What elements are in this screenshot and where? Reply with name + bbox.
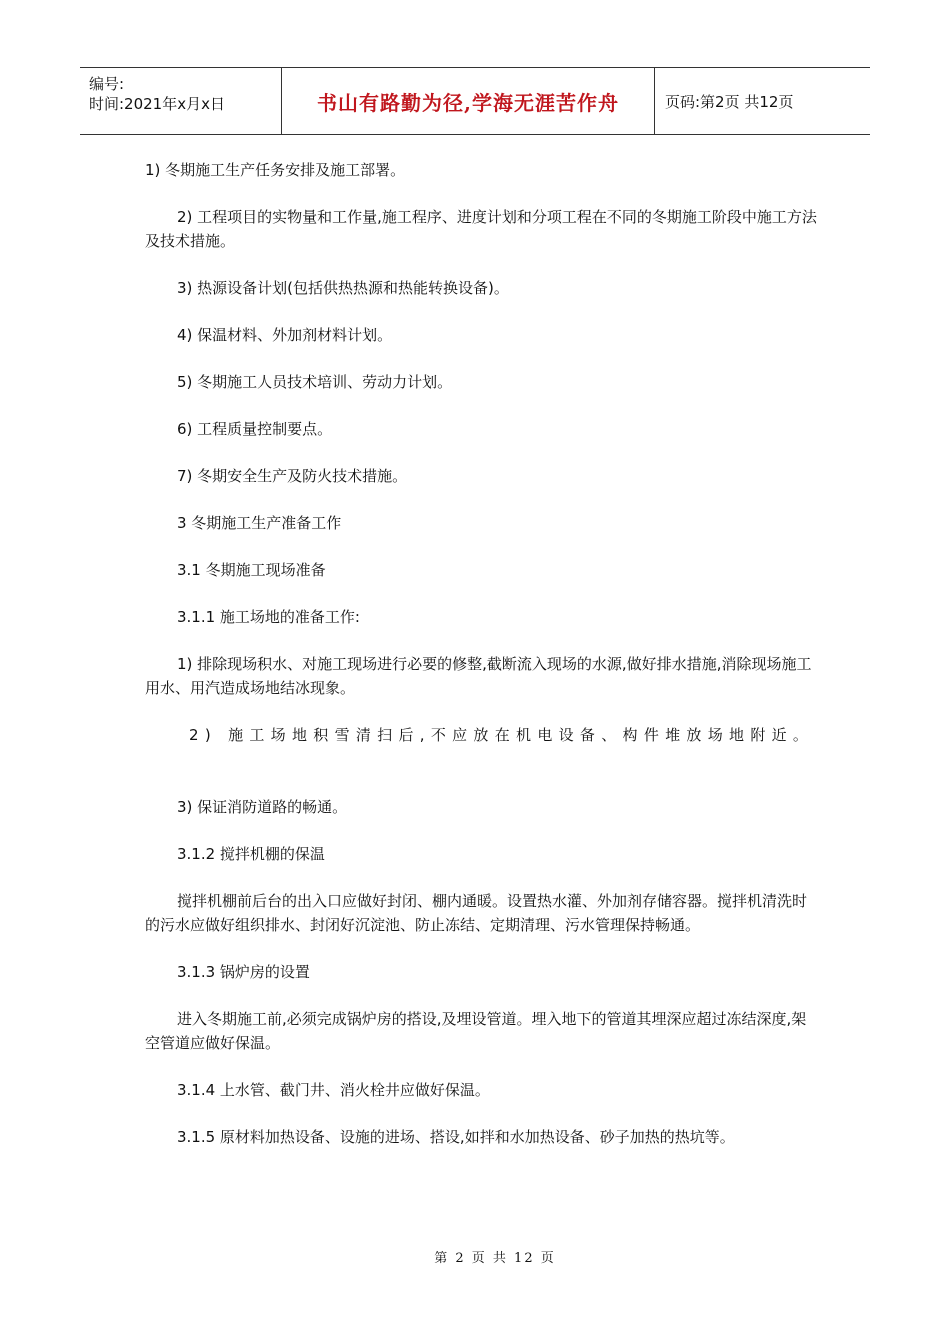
section-heading: 3.1.5 原材料加热设备、设施的进场、搭设,如拌和水加热设备、砂子加热的热坑等。	[177, 1128, 735, 1146]
paragraph: 2) 工程项目的实物量和工作量,施工程序、进度计划和分项工程在不同的冬期施工阶段中施工方法及技术措施。	[145, 208, 817, 250]
section-heading: 3 冬期施工生产准备工作	[177, 514, 342, 532]
page-header	[80, 67, 870, 135]
paragraph: 6) 工程质量控制要点。	[177, 420, 333, 438]
section-heading: 3.1.4 上水管、截门井、消火栓井应做好保温。	[177, 1081, 490, 1099]
header-motto: 书山有路勤为径,学海无涯苦作舟	[282, 68, 655, 134]
header-meta	[80, 68, 282, 134]
time-label: 时间:2021年x月x日	[89, 95, 225, 113]
section-heading: 3.1 冬期施工现场准备	[177, 561, 326, 579]
paragraph: 进入冬期施工前,必须完成锅炉房的搭设,及埋设管道。埋入地下的管道其埋深应超过冻结深度,架空管道应做好保温。	[145, 1010, 807, 1052]
document-body	[145, 158, 817, 1172]
section-heading: 3.1.3 锅炉房的设置	[177, 963, 310, 981]
page-footer: 第 2 页 共 12 页	[434, 1251, 556, 1266]
paragraph: 3) 保证消防道路的畅通。	[177, 798, 348, 816]
header-page-info: 页码:第2页 共12页	[665, 92, 794, 111]
paragraph: 1) 冬期施工生产任务安排及施工部署。	[145, 161, 406, 179]
paragraph: 2) 施工场地积雪清扫后,不应放在机电设备、构件堆放场地附近。	[189, 726, 815, 744]
paragraph: 1) 排除现场积水、对施工现场进行必要的修整,截断流入现场的水源,做好排水措施,消除现场施工用水、用汽造成场地结冰现象。	[145, 655, 812, 697]
paragraph: 7) 冬期安全生产及防火技术措施。	[177, 467, 408, 485]
paragraph: 5) 冬期施工人员技术培训、劳动力计划。	[177, 373, 453, 391]
number-label: 编号:	[89, 75, 125, 93]
paragraph: 搅拌机棚前后台的出入口应做好封闭、棚内通暖。设置热水灌、外加剂存储容器。搅拌机清洗时的污水应做好组织排水、封闭好沉淀池、防止冻结、定期清理、污水管理保持畅通。	[145, 892, 808, 934]
section-heading: 3.1.1 施工场地的准备工作:	[177, 608, 360, 626]
paragraph: 4) 保温材料、外加剂材料计划。	[177, 326, 393, 344]
paragraph: 3) 热源设备计划(包括供热热源和热能转换设备)。	[177, 279, 509, 297]
section-heading: 3.1.2 搅拌机棚的保温	[177, 845, 325, 863]
